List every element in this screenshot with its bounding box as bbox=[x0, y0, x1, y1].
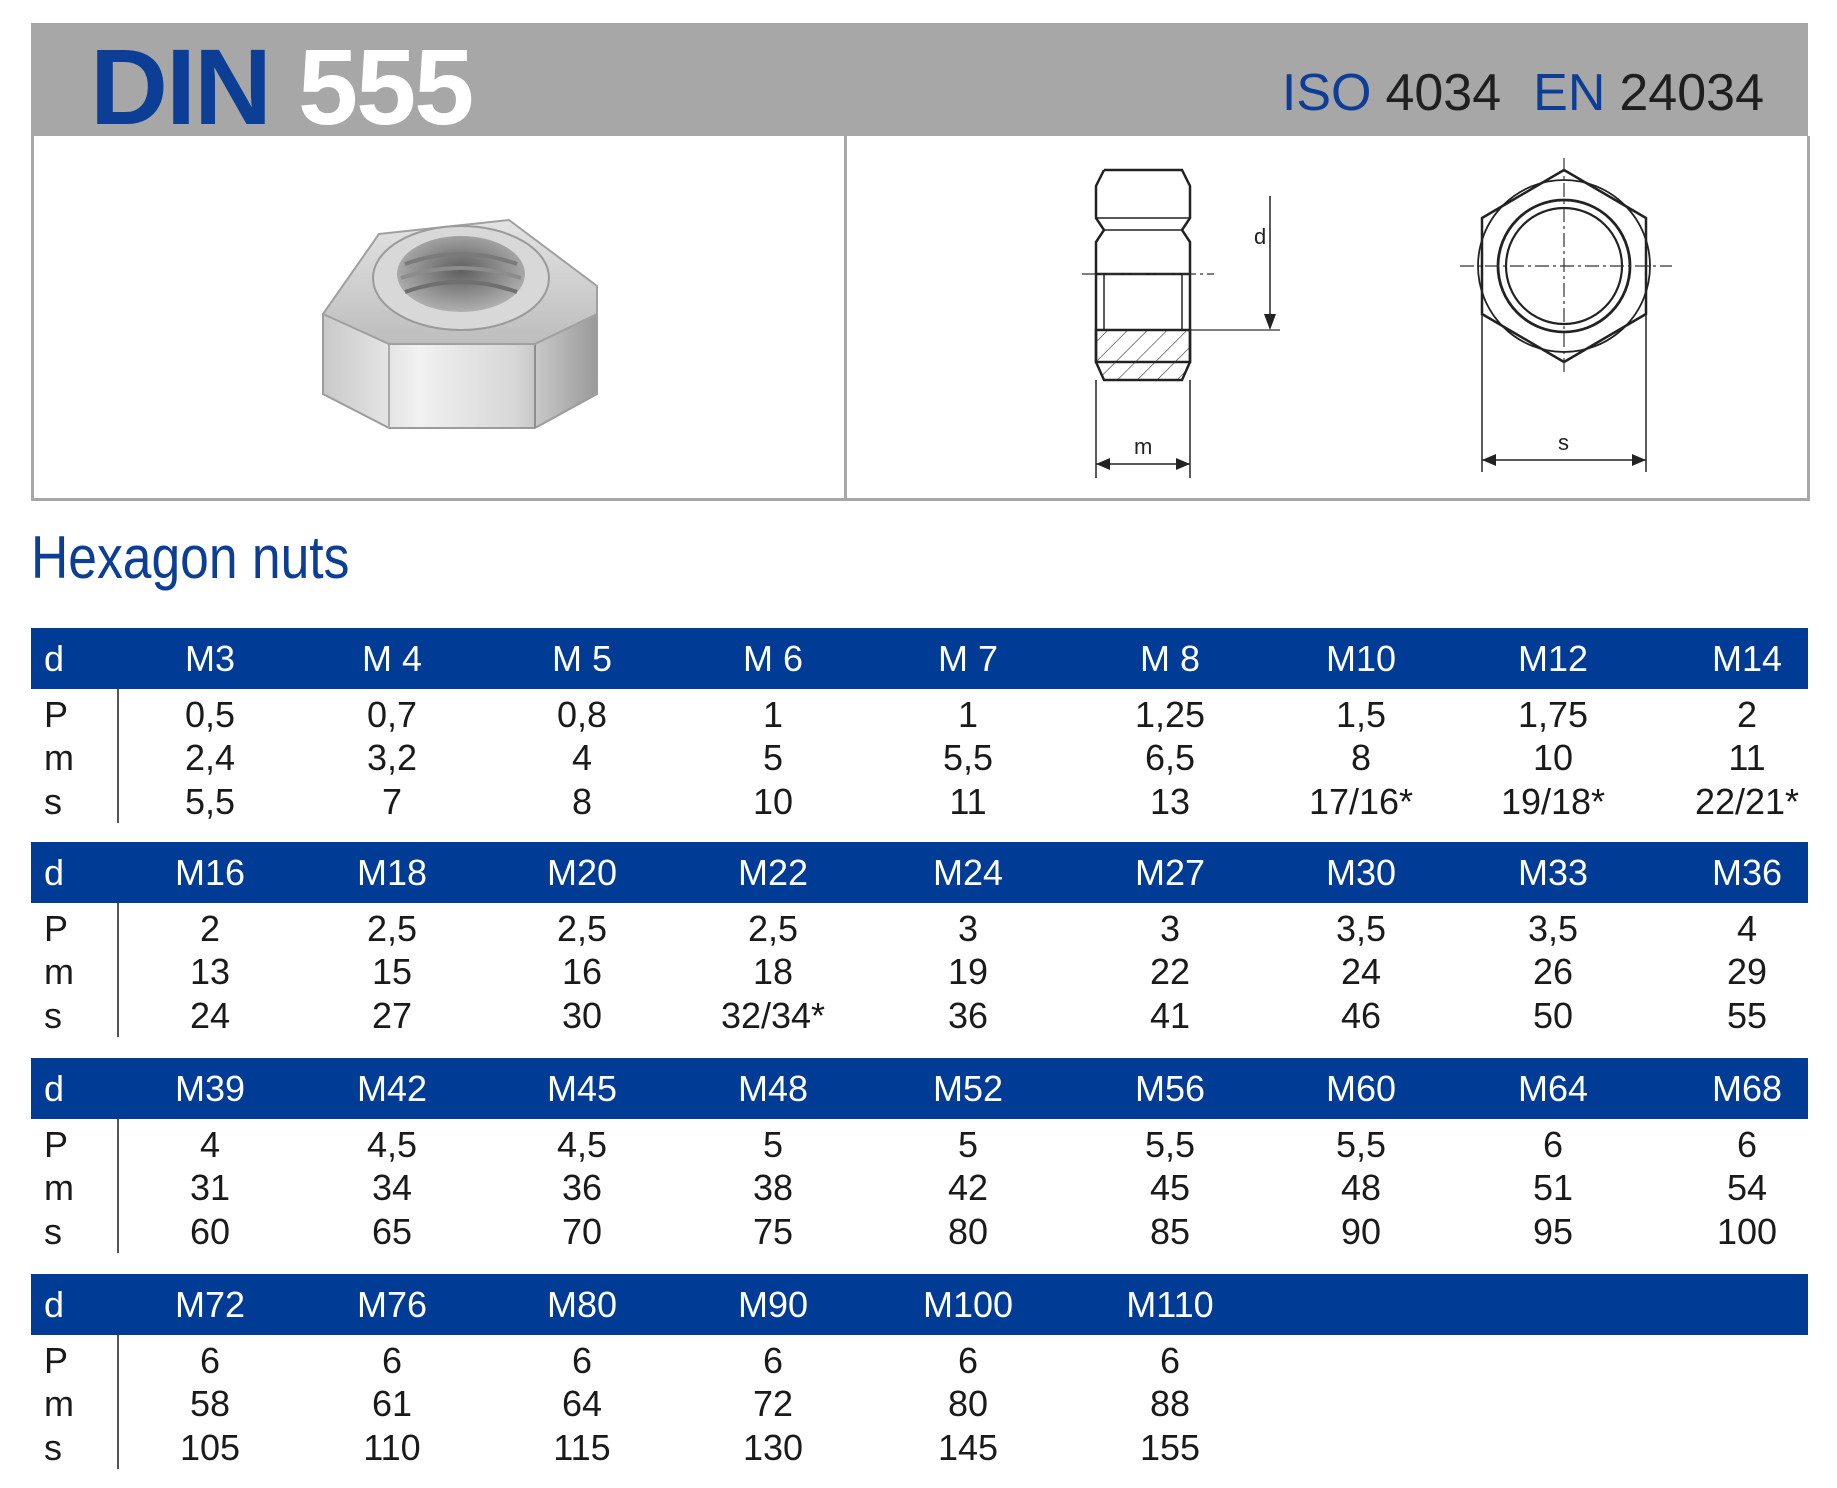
equivalent-standards bbox=[1281, 64, 1764, 122]
iso-number: 4034 bbox=[1385, 64, 1502, 122]
value-cell-m: 8 bbox=[1350, 737, 1372, 778]
din-number: 555 bbox=[298, 26, 473, 147]
value-cell-s: 41 bbox=[1149, 995, 1191, 1036]
value-cell-m: 11 bbox=[1728, 737, 1766, 778]
size-header-cell: M90 bbox=[737, 1284, 809, 1325]
value-cell-p: 3 bbox=[1159, 908, 1181, 949]
value-cell-p: 1 bbox=[762, 694, 784, 735]
table-header-row bbox=[31, 628, 1808, 689]
table-body bbox=[31, 689, 1808, 823]
value-cell-p: 2,5 bbox=[556, 908, 608, 949]
section-title: Hexagon nuts bbox=[31, 524, 350, 591]
value-cell-s: 130 bbox=[742, 1427, 804, 1468]
label-divider-line bbox=[117, 1335, 119, 1469]
value-cell-m: 15 bbox=[371, 951, 413, 992]
row-label-p: P bbox=[44, 694, 69, 735]
value-cell-p: 6 bbox=[1542, 1124, 1564, 1165]
value-cell-s: 8 bbox=[571, 781, 593, 822]
size-header-cell: M45 bbox=[546, 1068, 618, 1109]
size-header-cell: M36 bbox=[1711, 852, 1783, 893]
value-cell-s: 110 bbox=[363, 1427, 421, 1468]
size-header-cell: M10 bbox=[1325, 638, 1397, 679]
size-header-cell: M27 bbox=[1134, 852, 1206, 893]
value-cell-m: 13 bbox=[189, 951, 231, 992]
table-header-row bbox=[31, 1274, 1808, 1335]
value-cell-s: 85 bbox=[1149, 1211, 1191, 1252]
size-header-cell: M 6 bbox=[742, 638, 804, 679]
value-cell-m: 3,2 bbox=[366, 737, 418, 778]
value-cell-s: 145 bbox=[937, 1427, 999, 1468]
value-cell-m: 5,5 bbox=[942, 737, 994, 778]
row-label-s: s bbox=[44, 1211, 62, 1252]
table-body bbox=[31, 1335, 1808, 1469]
value-cell-p: 3 bbox=[957, 908, 979, 949]
row-label-s: s bbox=[44, 781, 62, 822]
drawing-label-d: d bbox=[1254, 224, 1267, 249]
value-cell-s: 27 bbox=[371, 995, 413, 1036]
row-label-m: m bbox=[44, 1167, 74, 1208]
value-cell-m: 22 bbox=[1149, 951, 1191, 992]
value-cell-m: 51 bbox=[1532, 1167, 1574, 1208]
value-cell-p: 6 bbox=[1736, 1124, 1758, 1165]
value-cell-m: 2,4 bbox=[184, 737, 236, 778]
value-cell-p: 3,5 bbox=[1527, 908, 1579, 949]
row-label-p: P bbox=[44, 1124, 69, 1165]
value-cell-s: 55 bbox=[1726, 995, 1768, 1036]
value-cell-m: 80 bbox=[947, 1383, 989, 1424]
value-cell-p: 6 bbox=[1159, 1340, 1181, 1381]
value-cell-m: 4 bbox=[571, 737, 593, 778]
value-cell-p: 1,75 bbox=[1517, 694, 1589, 735]
panel-divider bbox=[844, 136, 847, 498]
label-divider-line bbox=[117, 903, 119, 1037]
value-cell-s: 50 bbox=[1532, 995, 1574, 1036]
value-cell-p: 1 bbox=[957, 694, 979, 735]
en-number: 24034 bbox=[1619, 64, 1764, 122]
value-cell-m: 19 bbox=[947, 951, 989, 992]
size-header-cell: M22 bbox=[737, 852, 809, 893]
table-header-row bbox=[31, 1058, 1808, 1119]
size-header-cell: M100 bbox=[922, 1284, 1014, 1325]
value-cell-p: 4,5 bbox=[556, 1124, 608, 1165]
dimension-table-1 bbox=[31, 628, 1808, 823]
size-header-cell: M60 bbox=[1325, 1068, 1397, 1109]
value-cell-p: 5,5 bbox=[1144, 1124, 1196, 1165]
value-cell-p: 6 bbox=[381, 1340, 403, 1381]
row-label-d: d bbox=[44, 638, 65, 679]
row-label-d: d bbox=[44, 852, 65, 893]
size-header-cell: M68 bbox=[1711, 1068, 1783, 1109]
size-header-cell: M12 bbox=[1517, 638, 1589, 679]
value-cell-m: 72 bbox=[752, 1383, 794, 1424]
value-cell-s: 5,5 bbox=[184, 781, 236, 822]
value-cell-p: 3,5 bbox=[1335, 908, 1387, 949]
size-header-cell: M18 bbox=[356, 852, 428, 893]
nut-side-view-drawing bbox=[1054, 146, 1294, 486]
value-cell-s: 100 bbox=[1716, 1211, 1778, 1252]
size-header-cell: M64 bbox=[1517, 1068, 1589, 1109]
value-cell-s: 70 bbox=[561, 1211, 603, 1252]
value-cell-s: 22/21* bbox=[1694, 781, 1800, 822]
value-cell-m: 36 bbox=[561, 1167, 603, 1208]
size-header-cell: M110 bbox=[1126, 1284, 1214, 1325]
size-header-cell: M42 bbox=[356, 1068, 428, 1109]
value-cell-s: 115 bbox=[553, 1427, 611, 1468]
size-header-cell: M24 bbox=[932, 852, 1004, 893]
size-header-cell: M52 bbox=[932, 1068, 1004, 1109]
drawing-label-m: m bbox=[1134, 434, 1153, 459]
standard-title bbox=[90, 26, 473, 147]
value-cell-m: 61 bbox=[371, 1383, 413, 1424]
drawing-label-s: s bbox=[1558, 430, 1569, 455]
value-cell-s: 7 bbox=[381, 781, 403, 822]
value-cell-p: 5 bbox=[957, 1124, 979, 1165]
value-cell-m: 45 bbox=[1149, 1167, 1191, 1208]
value-cell-p: 6 bbox=[199, 1340, 221, 1381]
value-cell-p: 2 bbox=[199, 908, 221, 949]
value-cell-m: 48 bbox=[1340, 1167, 1382, 1208]
value-cell-p: 5 bbox=[762, 1124, 784, 1165]
value-cell-p: 1,25 bbox=[1134, 694, 1206, 735]
value-cell-m: 58 bbox=[189, 1383, 231, 1424]
row-label-s: s bbox=[44, 1427, 62, 1468]
table-body bbox=[31, 1119, 1808, 1253]
row-label-d: d bbox=[44, 1068, 65, 1109]
value-cell-p: 4 bbox=[1736, 908, 1758, 949]
value-cell-s: 105 bbox=[179, 1427, 241, 1468]
size-header-cell: M39 bbox=[174, 1068, 246, 1109]
value-cell-p: 6 bbox=[571, 1340, 593, 1381]
row-label-m: m bbox=[44, 737, 74, 778]
value-cell-m: 34 bbox=[371, 1167, 413, 1208]
value-cell-s: 13 bbox=[1149, 781, 1191, 822]
row-label-m: m bbox=[44, 1383, 74, 1424]
size-header-cell: M 7 bbox=[937, 638, 999, 679]
table-body bbox=[31, 903, 1808, 1037]
value-cell-p: 2 bbox=[1736, 694, 1758, 735]
value-cell-s: 36 bbox=[947, 995, 989, 1036]
dimension-table-4 bbox=[31, 1274, 1808, 1469]
value-cell-s: 46 bbox=[1340, 995, 1382, 1036]
value-cell-p: 6 bbox=[957, 1340, 979, 1381]
value-cell-p: 4 bbox=[199, 1124, 221, 1165]
value-cell-p: 0,8 bbox=[556, 694, 608, 735]
hex-nut-photo bbox=[309, 194, 609, 434]
value-cell-m: 54 bbox=[1726, 1167, 1768, 1208]
size-header-cell: M3 bbox=[184, 638, 236, 679]
value-cell-m: 10 bbox=[1532, 737, 1574, 778]
value-cell-s: 19/18* bbox=[1500, 781, 1606, 822]
value-cell-m: 6,5 bbox=[1144, 737, 1196, 778]
value-cell-m: 24 bbox=[1340, 951, 1382, 992]
size-header-cell: M76 bbox=[356, 1284, 428, 1325]
size-header-cell: M33 bbox=[1517, 852, 1589, 893]
value-cell-m: 42 bbox=[947, 1167, 989, 1208]
value-cell-p: 0,5 bbox=[184, 694, 236, 735]
value-cell-s: 11 bbox=[949, 781, 987, 822]
label-divider-line bbox=[117, 1119, 119, 1253]
value-cell-p: 6 bbox=[762, 1340, 784, 1381]
value-cell-s: 80 bbox=[947, 1211, 989, 1252]
value-cell-m: 64 bbox=[561, 1383, 603, 1424]
value-cell-s: 90 bbox=[1340, 1211, 1382, 1252]
row-label-p: P bbox=[44, 1340, 69, 1381]
row-label-s: s bbox=[44, 995, 62, 1036]
value-cell-m: 31 bbox=[189, 1167, 231, 1208]
value-cell-p: 1,5 bbox=[1335, 694, 1387, 735]
size-header-cell: M20 bbox=[546, 852, 618, 893]
size-header-cell: M16 bbox=[174, 852, 246, 893]
value-cell-s: 24 bbox=[189, 995, 231, 1036]
size-header-cell: M72 bbox=[174, 1284, 246, 1325]
value-cell-m: 38 bbox=[752, 1167, 794, 1208]
value-cell-m: 29 bbox=[1726, 951, 1768, 992]
header-band bbox=[31, 23, 1808, 147]
value-cell-m: 26 bbox=[1532, 951, 1574, 992]
size-header-cell: M 8 bbox=[1139, 638, 1201, 679]
dimension-table-2 bbox=[31, 842, 1808, 1037]
value-cell-p: 4,5 bbox=[366, 1124, 418, 1165]
row-label-p: P bbox=[44, 908, 69, 949]
size-header-cell: M48 bbox=[737, 1068, 809, 1109]
size-header-cell: M 4 bbox=[361, 638, 423, 679]
row-label-d: d bbox=[44, 1284, 65, 1325]
value-cell-s: 60 bbox=[189, 1211, 231, 1252]
size-header-cell: M56 bbox=[1134, 1068, 1206, 1109]
value-cell-s: 65 bbox=[371, 1211, 413, 1252]
image-panels bbox=[31, 136, 1810, 501]
din-label: DIN bbox=[90, 26, 270, 147]
value-cell-m: 18 bbox=[752, 951, 794, 992]
value-cell-s: 155 bbox=[1139, 1427, 1201, 1468]
row-label-m: m bbox=[44, 951, 74, 992]
size-header-cell: M 5 bbox=[551, 638, 613, 679]
size-header-cell: M30 bbox=[1325, 852, 1397, 893]
value-cell-m: 16 bbox=[561, 951, 603, 992]
value-cell-m: 5 bbox=[762, 737, 784, 778]
value-cell-m: 88 bbox=[1149, 1383, 1191, 1424]
label-divider-line bbox=[117, 689, 119, 823]
value-cell-s: 95 bbox=[1532, 1211, 1574, 1252]
en-label: EN bbox=[1533, 64, 1606, 122]
value-cell-p: 5,5 bbox=[1335, 1124, 1387, 1165]
table-header-row bbox=[31, 842, 1808, 903]
value-cell-p: 0,7 bbox=[366, 694, 418, 735]
value-cell-p: 2,5 bbox=[366, 908, 418, 949]
size-header-cell: M14 bbox=[1711, 638, 1783, 679]
size-header-cell: M80 bbox=[546, 1284, 618, 1325]
dimension-table-3 bbox=[31, 1058, 1808, 1253]
value-cell-s: 75 bbox=[752, 1211, 794, 1252]
nut-top-view-drawing bbox=[1434, 146, 1694, 486]
value-cell-s: 17/16* bbox=[1308, 781, 1414, 822]
value-cell-p: 2,5 bbox=[747, 908, 799, 949]
value-cell-s: 32/34* bbox=[720, 995, 826, 1036]
iso-label: ISO bbox=[1281, 64, 1372, 122]
value-cell-s: 30 bbox=[561, 995, 603, 1036]
value-cell-s: 10 bbox=[752, 781, 794, 822]
